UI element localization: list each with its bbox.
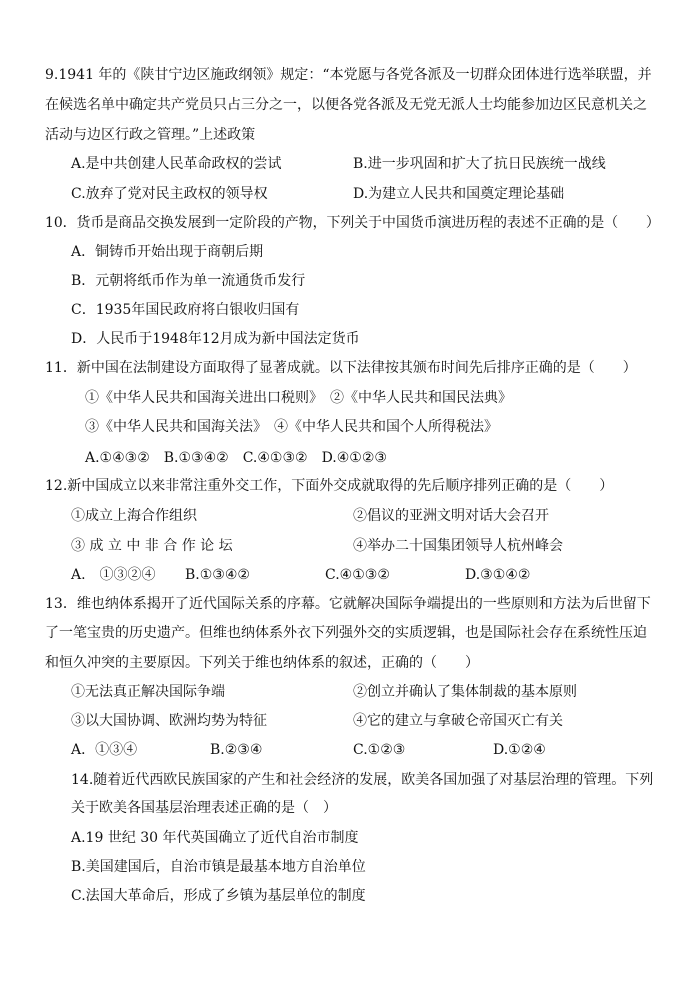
q10-option-b: B．元朝将纸币作为单一流通货币发行 — [71, 273, 306, 289]
q11-items-line-1: ①《中华人民共和国海关进出口税则》 ②《中华人民共和国民法典》 — [85, 390, 512, 406]
q9-option-a: A.是中共创建人民革命政权的尝试 — [71, 156, 282, 172]
q9-stem-line-2: 在候选名单中确定共产党员只占三分之一，以便各党各派及无党无派人士均能参加边区民意机关之 — [45, 97, 647, 113]
q12-option-b: B.①③④② — [185, 567, 250, 583]
q13-stem-line-3: 和恒久冲突的主要原因。下列关于维也纳体系的叙述，正确的（ ） — [45, 655, 479, 671]
q11-stem: 11．新中国在法制建设方面取得了显著成就。以下法律按其颁布时间先后排序正确的是（ ） — [45, 360, 637, 376]
q12-option-a: A. ①③②④ — [71, 567, 156, 583]
q11-items-line-2: ③《中华人民共和国海关法》 ④《中华人民共和国个人所得税法》 — [85, 419, 498, 435]
q12-item-3: ③ 成 立 中 非 合 作 论 坛 — [71, 538, 233, 554]
q13-stem-line-1: 13．维也纳体系揭开了近代国际关系的序幕。它就解决国际争端提出的一些原则和方法为后世留下 — [45, 596, 651, 612]
q12-option-c: C.④①③② — [325, 567, 390, 583]
q12-item-1: ①成立上海合作组织 — [71, 508, 197, 524]
q10-option-d: D．人民币于1948年12月成为新中国法定货币 — [71, 331, 360, 347]
q10-option-a: A．铜铸币开始出现于商朝后期 — [71, 244, 264, 260]
q14-option-b: B.美国建国后，自治市镇是最基本地方自治单位 — [71, 859, 366, 875]
q13-item-3: ③以大国协调、欧洲均势为特征 — [71, 713, 267, 729]
q13-item-4: ④它的建立与拿破仑帝国灭亡有关 — [353, 713, 563, 729]
q9-option-c: C.放弃了党对民主政权的领导权 — [71, 186, 268, 202]
q14-option-a: A.19 世纪 30 年代英国确立了近代自治市制度 — [71, 830, 359, 846]
q10-stem: 10．货币是商品交换发展到一定阶段的产物，下列关于中国货币演进历程的表述不正确的是（ ） — [45, 215, 660, 231]
q13-option-b: B.②③④ — [210, 742, 263, 758]
q14-stem-line-1: 14.随着近代西欧民族国家的产生和社会经济的发展，欧美各国加强了对基层治理的管理。下列 — [71, 772, 654, 788]
q14-option-c: C.法国大革命后，形成了乡镇为基层单位的制度 — [71, 888, 366, 904]
q9-stem-line-3: 活动与边区行政之管理。”上述政策 — [45, 127, 256, 143]
q11-options: A.①④③② B.①③④② C.④①③② D.④①②③ — [85, 450, 387, 466]
q13-option-a: A．①③④ — [71, 742, 138, 758]
q12-item-2: ②倡议的亚洲文明对话大会召开 — [353, 508, 549, 524]
q10-option-c: C．1935年国民政府将白银收归国有 — [71, 302, 300, 318]
q12-option-d: D.③①④② — [465, 567, 531, 583]
q12-stem: 12.新中国成立以来非常注重外交工作，下面外交成就取得的先后顺序排列正确的是（ ） — [45, 478, 614, 494]
q13-option-d: D.①②④ — [493, 742, 546, 758]
q13-option-c: C.①②③ — [353, 742, 406, 758]
q9-option-d: D.为建立人民共和国奠定理论基础 — [353, 186, 565, 202]
q13-stem-line-2: 了一笔宝贵的历史遗产。但维也纳体系外衣下列强外交的实质逻辑，也是国际社会存在系统性压迫 — [45, 625, 647, 641]
q12-item-4: ④举办二十国集团领导人杭州峰会 — [353, 538, 563, 554]
q13-item-2: ②创立并确认了集体制裁的基本原则 — [353, 684, 577, 700]
q9-option-b: B.进一步巩固和扩大了抗日民族统一战线 — [353, 156, 606, 172]
q13-item-1: ①无法真正解决国际争端 — [71, 684, 225, 700]
q14-stem-line-2: 关于欧美各国基层治理表述正确的是（ ） — [71, 800, 337, 816]
q9-stem-line-1: 9.1941 年的《陕甘宁边区施政纲领》规定：“本党愿与各党各派及一切群众团体进行选举联盟，并 — [45, 67, 652, 83]
